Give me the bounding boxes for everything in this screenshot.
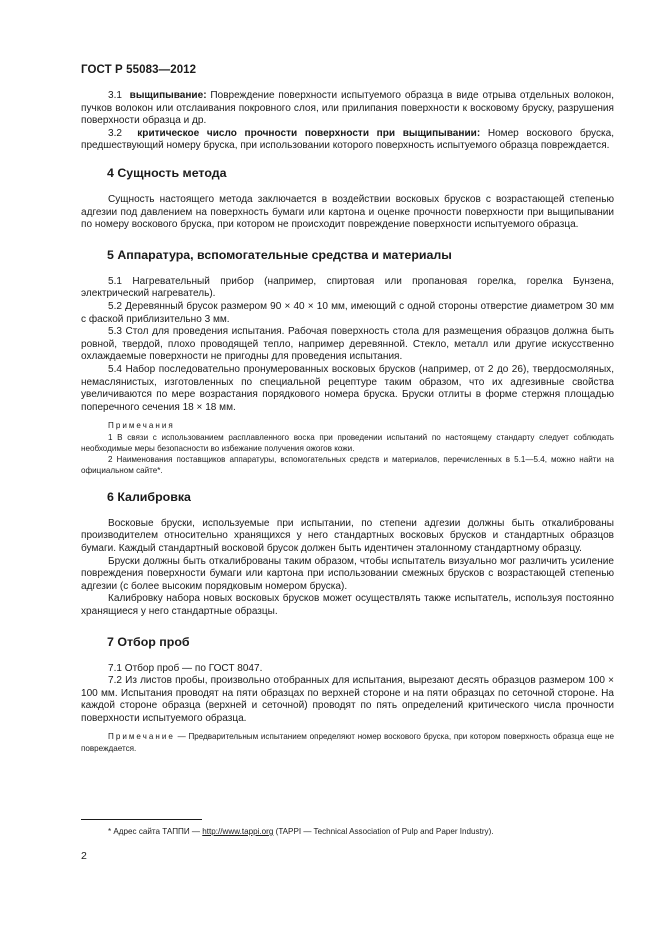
clause-3-2 — [81, 128, 614, 153]
clause-5-3: 5.3 Стол для проведения испытания. Рабочая поверхность стола для размещения образцов должна быть ровной, твердой, плохо проводящей тепло, например деревянной. Стекло, металл или другие искусственно охлаждаемые поверхности не пригодны для проведения испытания. — [81, 326, 614, 363]
footnote — [81, 826, 614, 837]
document-header: ГОСТ Р 55083—2012 — [81, 64, 197, 76]
note-7 — [81, 731, 614, 754]
clause-5-1: 5.1 Нагревательный прибор (например, спиртовая или пропановая горелка, горелка Бунзена, электрический нагреватель). — [81, 275, 614, 300]
note-text: — Предварительным испытанием определяют номер воскового бруска, при котором поверхность образца еще не повреждается. — [81, 732, 615, 753]
term-bold: выщипывание: — [129, 90, 207, 101]
page-number: 2 — [81, 850, 87, 862]
clause-text: Повреждение поверхности испытуемого образца в виде отрыва отдельных волокон, пучков волокон или отслаивания покровного слоя, или прилипания поверхности к восковому бруску, разрушения поверхности образца и др. — [81, 90, 614, 127]
clause-5-2: 5.2 Деревянный брусок размером 90 × 40 × 10 мм, имеющий с одной стороны отверстие диаметром 30 мм с фаской приблизительно 3 мм. — [81, 300, 614, 325]
section-heading-6: 6 Калибровка — [107, 489, 191, 504]
footnote-divider — [81, 819, 202, 820]
clause-7-1: 7.1 Отбор проб — по ГОСТ 8047. — [108, 662, 263, 674]
footnote-prefix: * Адрес сайта ТАППИ — — [108, 827, 203, 836]
section-6-paragraph-3: Калибровку набора новых восковых брусков может осуществлять также испытатель, используя постоянно хранящиеся у него стандартные образцы. — [81, 593, 614, 617]
section-4-paragraph: Сущность настоящего метода заключается в воздействии восковых брусков с возрастающей степенью адгезии под давлением на поверхность бумаги или картона и оценке прочности поверхности при выщипывании по номеру воскового бруска, при котором не происходит повреждение поверхности испытуемого образца. — [81, 193, 614, 231]
term-bold: критическое число прочности поверхности при выщипывании: — [137, 127, 481, 139]
clause-number: 3.2 — [108, 127, 122, 139]
clause-5-4: 5.4 Набор последовательно пронумерованных восковых брусков (например, от 2 до 26), твердосмоляных, немаслянистых, изготовленных по специальной рецептуре таким образом, что их адгезивные свойства увеличиваются по мере возрастания порядкового номера бруска. Бруски отлиты в форме стержня площадью поперечного сечения 18 × 18 мм. — [81, 363, 614, 413]
clause-number: 3.1 — [108, 90, 122, 101]
tappi-link[interactable]: http://www.tappi.org — [202, 827, 274, 836]
section-6-paragraph-2: Бруски должны быть откалиброваны таким образом, чтобы испытатель визуально мог различить усиление повреждения поверхности бумаги или картона при использовании смежных брусков с возрастающей степенью адгезии (с более высоким порядковым номером бруска). — [81, 555, 614, 592]
footnote-suffix: (TAPPI — Technical Association of Pulp and Paper Industry). — [273, 827, 494, 836]
section-6-paragraph-1: Восковые бруски, используемые при испытании, по степени адгезии должны быть откалиброваны производителем относительно хранящихся у него стандартных восковых брусков и стандартных образцов бумаги. Каждый стандартный восковой брусок должен быть идентичен эталонному стандартному образцу. — [81, 517, 614, 554]
section-heading-5: 5 Аппаратура, вспомогательные средства и материалы — [107, 247, 452, 262]
note-1: 1 В связи с использованием расплавленного воска при проведении испытаний по настоящему стандарту следует соблюдать необходимые меры безопасности во избежание получения ожогов кожи. — [81, 432, 614, 453]
clause-7-2: 7.2 Из листов пробы, произвольно отобранных для испытания, вырезают десять образцов размером 100 × 100 мм. Испытания проводят на пяти образцах по верхней стороне и на пяти образцах по сеточной стороне. На каждой стороне образца (верхней и сеточной) проводят по пять определений критического числа прочности поверхности испытуемого образца. — [81, 675, 614, 724]
notes-label: Примечания — [108, 421, 175, 431]
clause-3-1 — [81, 90, 614, 128]
section-heading-7: 7 Отбор проб — [107, 634, 190, 649]
page-content — [81, 90, 614, 754]
section-heading-4: 4 Сущность метода — [107, 165, 227, 180]
clause-text: Номер воскового бруска, предшествующий номеру бруска, при использовании которого поверхность испытуемого образца повреждается. — [81, 127, 614, 152]
note-2: 2 Наименования поставщиков аппаратуры, вспомогательных средств и материалов, перечисленных в 5.1—5.4, можно найти на официальном сайте*. — [81, 455, 614, 476]
note-label: Примечание — [108, 732, 175, 742]
